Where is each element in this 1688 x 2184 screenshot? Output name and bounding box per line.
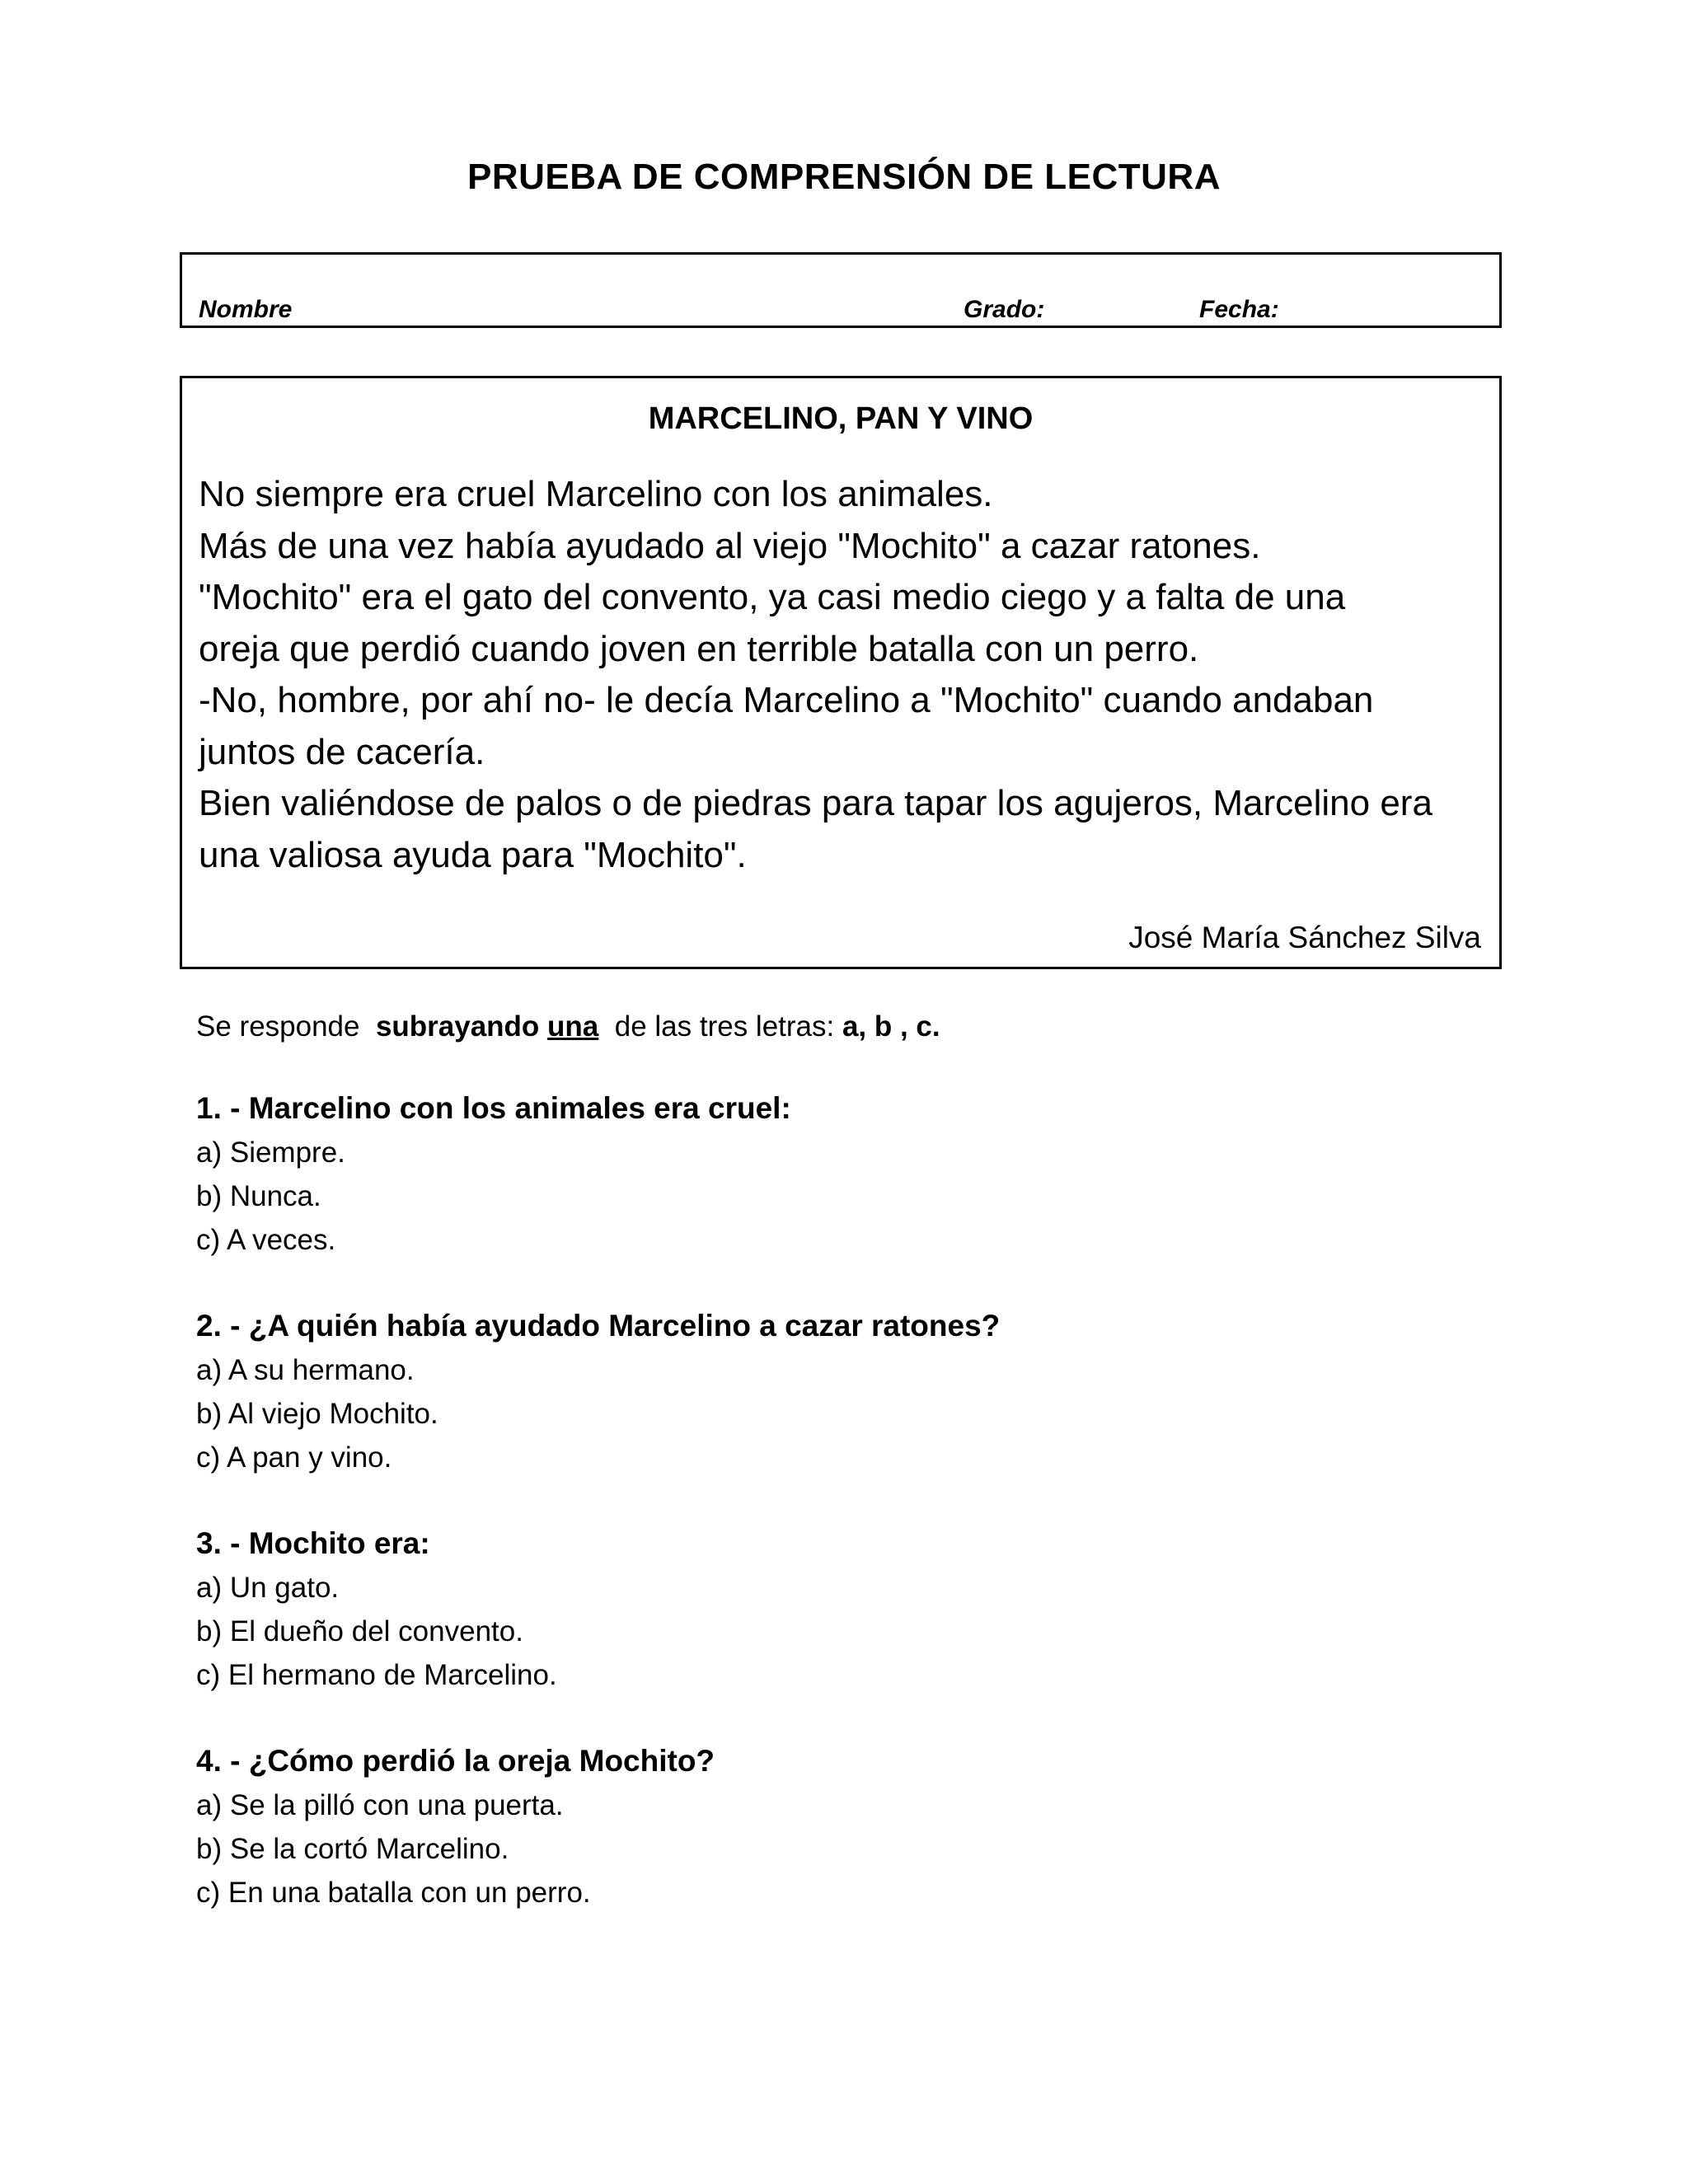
story-line: No siempre era cruel Marcelino con los animales. <box>199 474 993 514</box>
story-line: oreja que perdió cuando joven en terrible batalla con un perro. <box>199 628 1199 669</box>
story-box <box>180 376 1502 969</box>
instructions-letters: a, b , c. <box>842 1010 940 1043</box>
story-title: MARCELINO, PAN Y VINO <box>648 401 1034 436</box>
option-a[interactable]: a) Un gato. <box>196 1572 340 1604</box>
student-info-box <box>180 252 1502 328</box>
question-1 <box>196 1086 791 1262</box>
option-c[interactable]: c) A veces. <box>196 1224 336 1256</box>
option-c[interactable]: c) A pan y vino. <box>196 1441 392 1474</box>
option-a[interactable]: a) Siempre. <box>196 1137 345 1169</box>
question-text: 4. - ¿Cómo perdió la oreja Mochito? <box>196 1744 715 1778</box>
nombre-label: Nombre <box>199 296 293 323</box>
option-b[interactable]: b) El dueño del convento. <box>196 1615 523 1647</box>
question-text: 3. - Mochito era: <box>196 1526 430 1560</box>
story-line: -No, hombre, por ahí no- le decía Marcelino a "Mochito" cuando andaban <box>199 680 1374 720</box>
option-c[interactable]: c) El hermano de Marcelino. <box>196 1659 557 1691</box>
story-line: una valiosa ayuda para "Mochito". <box>199 834 747 875</box>
story-line: Bien valiéndose de palos o de piedras para tapar los agujeros, Marcelino era <box>199 783 1432 823</box>
story-line: juntos de cacería. <box>199 731 485 772</box>
story-line: "Mochito" era el gato del convento, ya casi medio ciego y a falta de una <box>199 577 1346 617</box>
instructions <box>196 1010 940 1043</box>
story-body <box>199 469 1493 881</box>
question-4 <box>196 1739 715 1915</box>
instructions-underlined: una <box>547 1010 599 1043</box>
option-a[interactable]: a) Se la pilló con una puerta. <box>196 1789 564 1821</box>
option-b[interactable]: b) Se la cortó Marcelino. <box>196 1833 509 1865</box>
option-b[interactable]: b) Al viejo Mochito. <box>196 1398 438 1430</box>
option-c[interactable]: c) En una batalla con un perro. <box>196 1877 591 1909</box>
option-b[interactable]: b) Nunca. <box>196 1180 321 1212</box>
question-2 <box>196 1304 1000 1479</box>
instructions-prefix: Se responde <box>196 1010 376 1043</box>
instructions-middle: de las tres letras: <box>598 1010 842 1043</box>
fecha-label: Fecha: <box>1199 296 1279 323</box>
grado-label: Grado: <box>964 296 1045 323</box>
page-title: PRUEBA DE COMPRENSIÓN DE LECTURA <box>467 157 1221 197</box>
question-3 <box>196 1521 557 1697</box>
story-line: Más de una vez había ayudado al viejo "Mochito" a cazar ratones. <box>199 525 1261 566</box>
story-author: José María Sánchez Silva <box>1128 921 1481 954</box>
question-text: 2. - ¿A quién había ayudado Marcelino a cazar ratones? <box>196 1309 1001 1343</box>
instructions-bold: subrayando <box>375 1010 548 1043</box>
option-a[interactable]: a) A su hermano. <box>196 1354 415 1386</box>
question-text: 1. - Marcelino con los animales era cruel: <box>196 1091 791 1125</box>
